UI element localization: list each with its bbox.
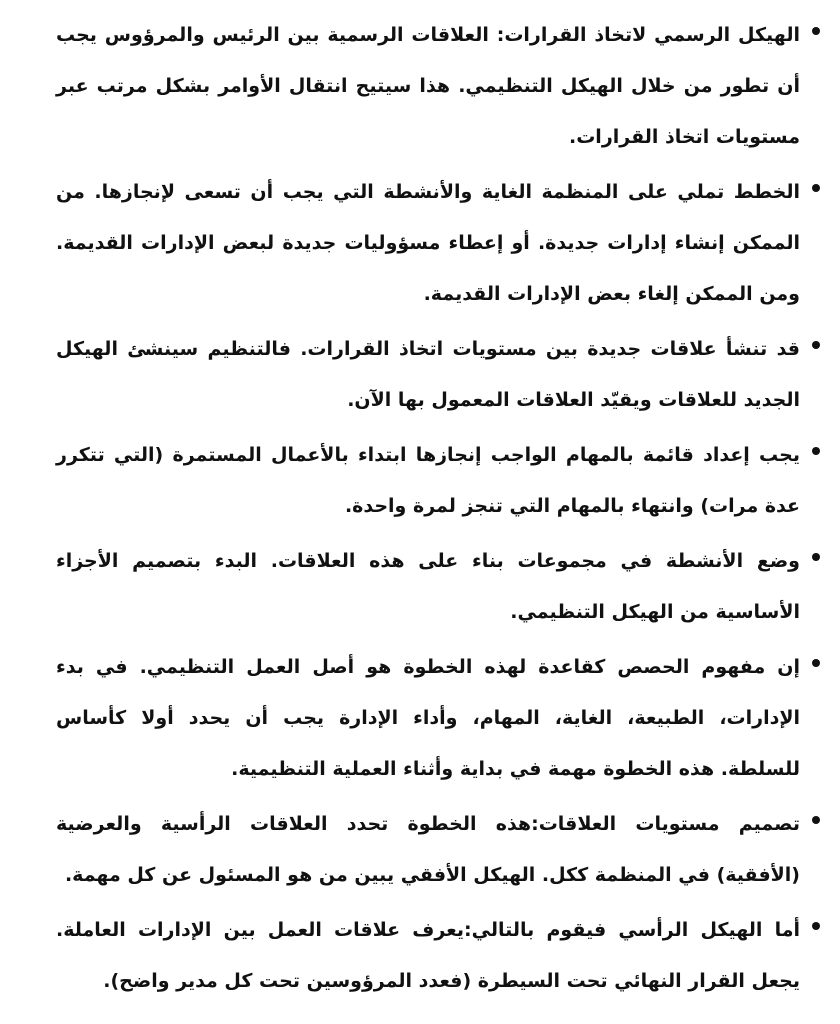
list-item-text: قد تنشأ علاقات جديدة بين مستويات اتخاذ القرارات. فالتنظيم سينشئ الهيكل الجديد للعلاقات ويقيّد العلاقات المعمول بها الآن. — [56, 338, 800, 411]
list-item — [56, 905, 820, 1007]
list-item — [56, 799, 820, 901]
bullet-list — [56, 10, 820, 1007]
list-item — [56, 536, 820, 638]
bullet-dot-icon — [812, 816, 820, 824]
list-item — [56, 430, 820, 532]
list-item — [56, 642, 820, 795]
bullet-dot-icon — [812, 341, 820, 349]
list-item-text: يجب إعداد قائمة بالمهام الواجب إنجازها ابتداء بالأعمال المستمرة (التي تتكرر عدة مرات) وانتهاء بالمهام التي تنجز لمرة واحدة. — [56, 444, 800, 517]
list-item — [56, 167, 820, 320]
list-item-text: وضع الأنشطة في مجموعات بناء على هذه العلاقات. البدء بتصميم الأجزاء الأساسية من الهيكل التنظيمي. — [56, 550, 800, 623]
list-item-text: الخطط تملي على المنظمة الغاية والأنشطة التي يجب أن تسعى لإنجازها. من الممكن إنشاء إدارات جديدة. أو إعطاء مسؤوليات جديدة لبعض الإدارات القديمة. ومن الممكن إلغاء بعض الإدارات القديمة. — [56, 181, 800, 305]
list-item-text: أما الهيكل الرأسي فيقوم بالتالي:يعرف علاقات العمل بين الإدارات العاملة. يجعل القرار النهائي تحت السيطرة (فعدد المرؤوسين تحت كل مدير واضح). — [56, 919, 800, 992]
bullet-dot-icon — [812, 27, 820, 35]
list-item — [56, 10, 820, 163]
list-item-text: إن مفهوم الحصص كقاعدة لهذه الخطوة هو أصل العمل التنظيمي. في بدء الإدارات، الطبيعة، الغاية، المهام، وأداء الإدارة يجب أن يحدد أولا كأساس للسلطة. هذه الخطوة مهمة في بداية وأثناء العملية التنظيمية. — [56, 656, 800, 780]
bullet-dot-icon — [812, 922, 820, 930]
list-item-text: تصميم مستويات العلاقات:هذه الخطوة تحدد العلاقات الرأسية والعرضية (الأفقية) في المنظمة ككل. الهيكل الأفقي يبين من هو المسئول عن كل مهمة. — [56, 813, 800, 886]
list-item-text: الهيكل الرسمي لاتخاذ القرارات: العلاقات الرسمية بين الرئيس والمرؤوس يجب أن تطور من خلال الهيكل التنظيمي. هذا سيتيح انتقال الأوامر بشكل مرتب عبر مستويات اتخاذ القرارات. — [56, 24, 800, 148]
bullet-dot-icon — [812, 553, 820, 561]
list-item — [56, 324, 820, 426]
bullet-dot-icon — [812, 659, 820, 667]
bullet-dot-icon — [812, 447, 820, 455]
bullet-dot-icon — [812, 184, 820, 192]
